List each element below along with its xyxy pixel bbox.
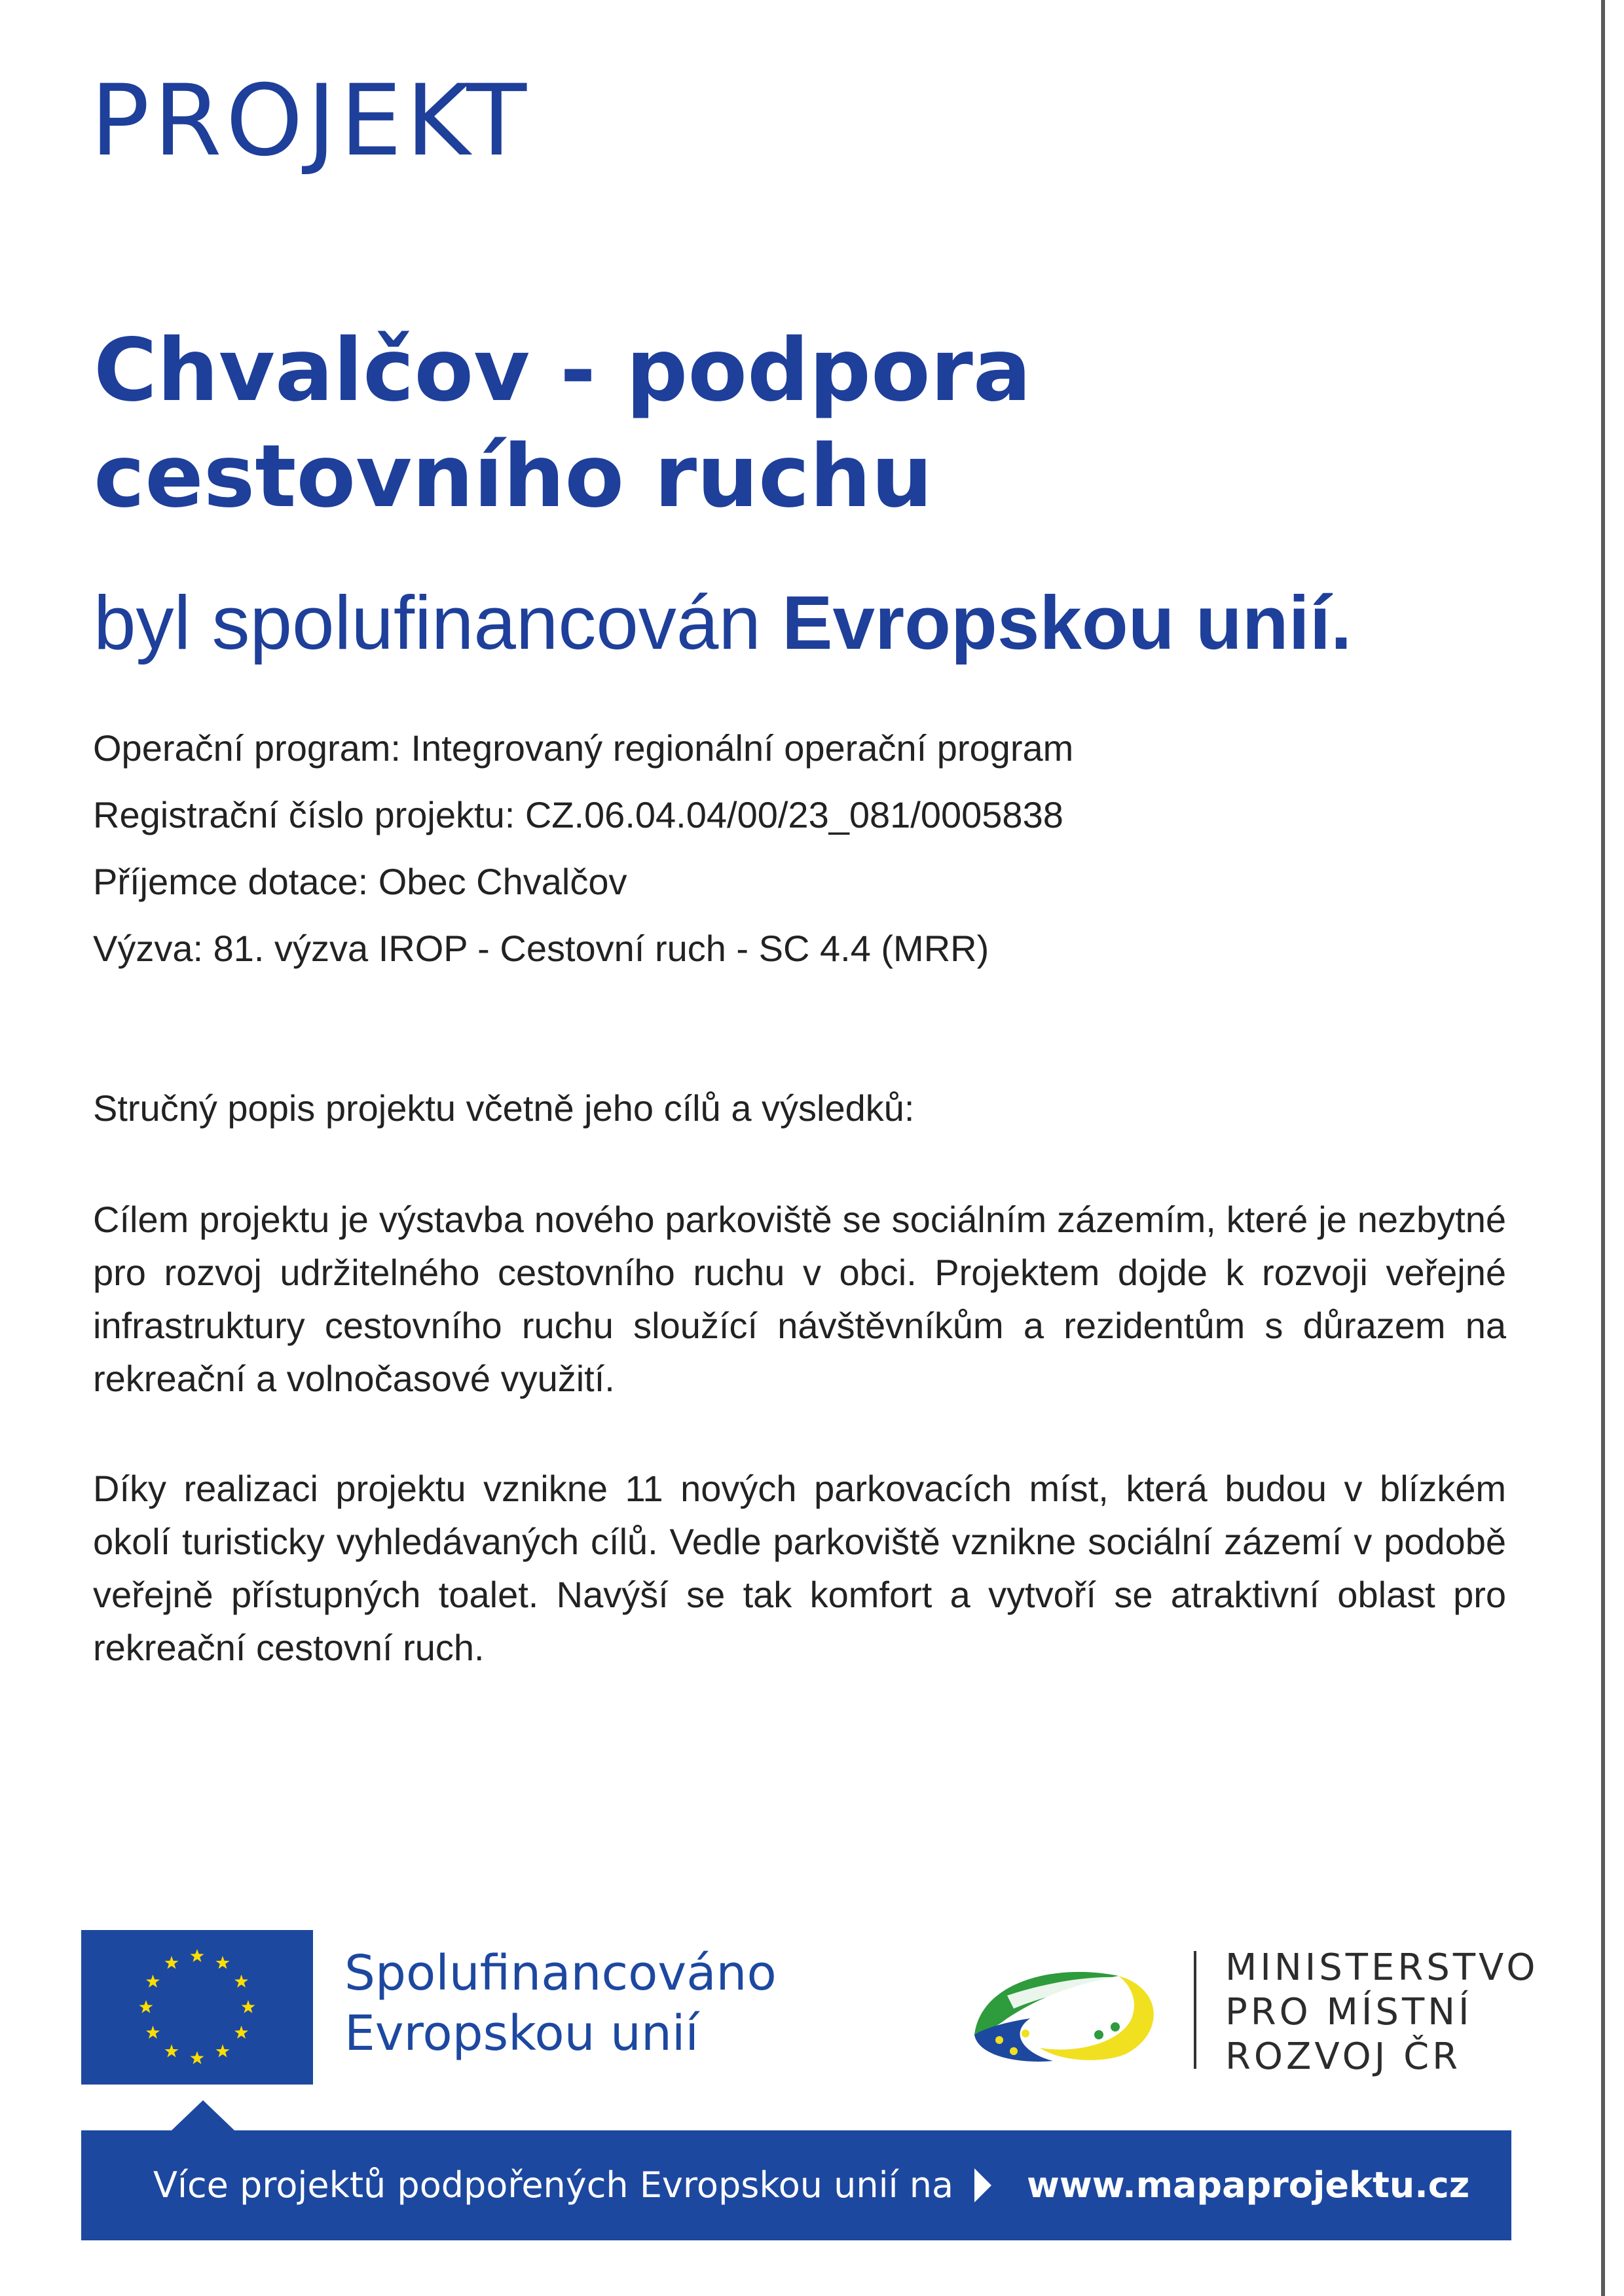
eu-text-line-2: Evropskou unií <box>344 2005 699 2062</box>
eu-flag-notch <box>172 2100 234 2130</box>
mmr-line-1: MINISTERSTVO <box>1225 1946 1539 1989</box>
eu-star <box>216 2045 230 2058</box>
project-info <box>93 715 1534 982</box>
cofinanced-prefix: byl spolufinancován <box>94 580 783 665</box>
eu-star <box>216 1956 230 1969</box>
eu-star <box>234 1975 248 1988</box>
eu-star <box>191 2051 204 2064</box>
description-paragraph-2: Díky realizaci projektu vznikne 11 nových parkovacích míst, která budou v blízkém okolí turisticky vyhledávaných cílů. Vedle parkoviště vznikne sociální zázemí v podobě veřejně přístupných toalet. Navýší se tak komfort a vytvoří se atraktivní oblast pro rekreační cestovní ruch. <box>93 1468 1506 1668</box>
scan-edge-line <box>1601 0 1605 2296</box>
eu-star <box>146 2026 160 2039</box>
footer-url-link[interactable]: www.mapaprojektu.cz <box>1027 2164 1470 2206</box>
info-recipient: Příjemce dotace: Obec Chvalčov <box>93 861 627 902</box>
cofinanced-statement <box>94 581 1352 665</box>
eu-star <box>191 1949 204 1962</box>
eu-star <box>242 2000 255 2013</box>
eu-cofinanced-text <box>344 1943 777 2064</box>
info-registration: Registrační číslo projektu: CZ.06.04.04/00/23_081/0005838 <box>93 794 1063 835</box>
project-title: Chvalčov - podpora cestovního ruchu <box>94 320 1031 527</box>
eu-star <box>234 2026 248 2039</box>
mmr-divider <box>1194 1951 1196 2069</box>
eu-star <box>139 2000 153 2013</box>
eu-star <box>165 2045 179 2058</box>
info-call: Výzva: 81. výzva IROP - Cestovní ruch - SC 4.4 (MRR) <box>93 928 989 969</box>
projekt-heading: PROJEKT <box>90 64 531 178</box>
description-paragraph-1: Cílem projektu je výstavba nového parkoviště se sociálním zázemím, které je nezbytné pro rozvoj udržitelného cestovního ruchu v obci. Projektem dojde k rozvoji veřejné infrastruktury cestovního ruchu sloužící návštěvníkům a rezidentům s důrazem na rekreační a volnočasové využití. <box>93 1199 1506 1399</box>
eu-star <box>165 1956 179 1969</box>
mmr-logo-icon <box>968 1956 1164 2068</box>
mmr-name <box>1225 1946 1538 2079</box>
cofinanced-eu: Evropskou unií. <box>782 580 1352 665</box>
footer-banner <box>81 2130 1511 2240</box>
play-arrow-icon <box>974 2168 991 2202</box>
eu-star <box>146 1975 160 1988</box>
description-heading: Stručný popis projektu včetně jeho cílů a výsledků: <box>93 1087 915 1129</box>
eu-stars-icon <box>81 1930 313 2085</box>
eu-text-line-1: Spolufinancováno <box>344 1945 777 2001</box>
mmr-line-3: ROZVOJ ČR <box>1225 2035 1462 2078</box>
mmr-line-2: PRO MÍSTNÍ <box>1225 1991 1473 2033</box>
footer-text: Více projektů podpořených Evropskou unií na <box>153 2164 954 2206</box>
eu-flag-icon <box>81 1930 313 2085</box>
info-program: Operační program: Integrovaný regionální operační program <box>93 727 1074 769</box>
